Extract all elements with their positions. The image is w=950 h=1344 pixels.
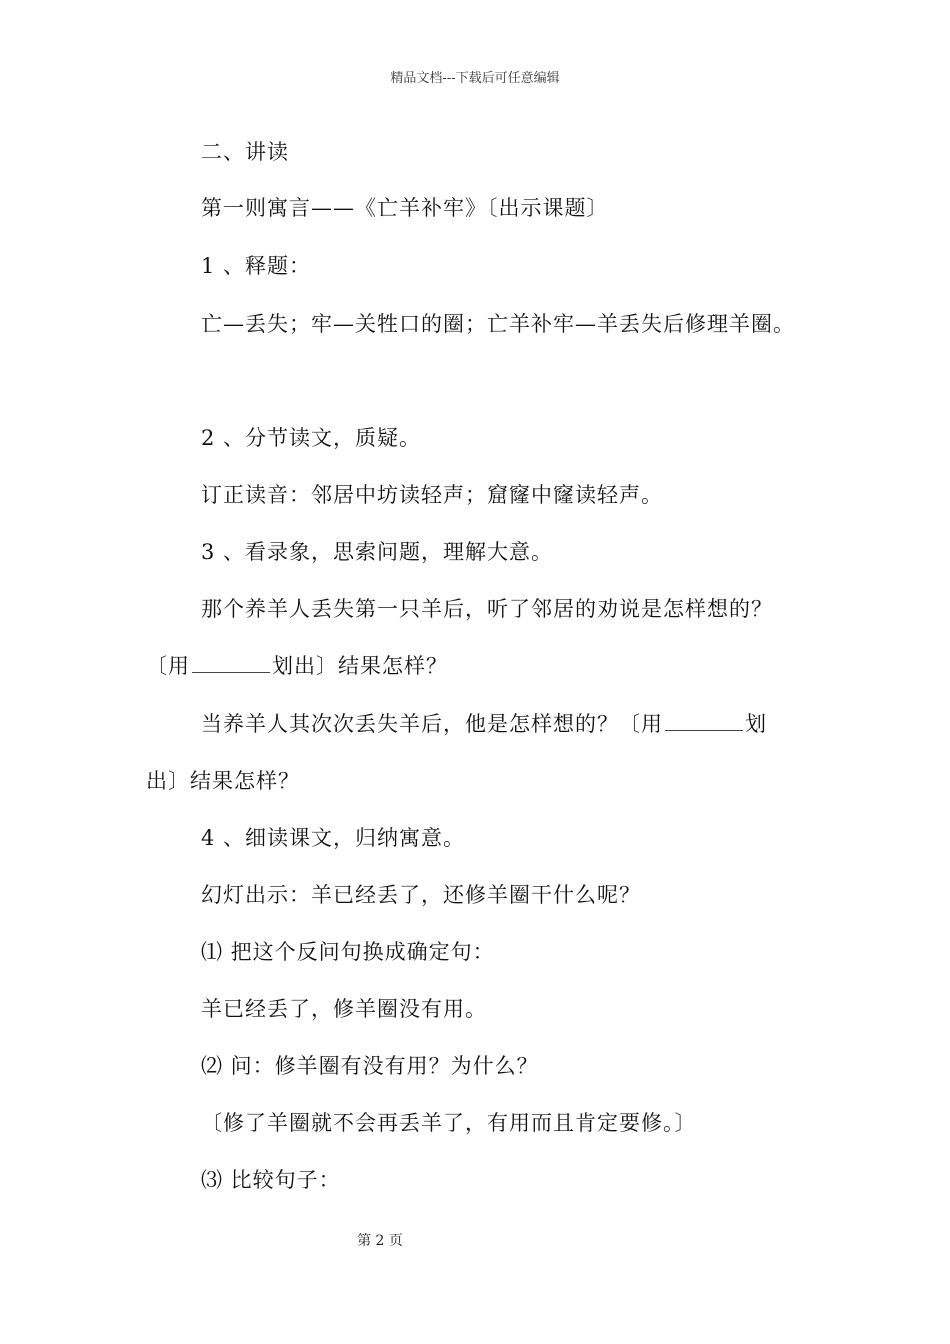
fable-title: 第一则寓言——《亡羊补牢》〔出示课题〕 bbox=[201, 196, 609, 220]
question-1-suffix: 划出〕结果怎样？ bbox=[272, 654, 448, 678]
question-1-prefix: 〔用 bbox=[146, 654, 190, 678]
question-2 bbox=[201, 710, 767, 738]
task-3: ⑶ 比较句子： bbox=[201, 1168, 341, 1192]
task-2-answer: 〔修了羊圈就不会再丢羊了，有用而且肯定要修。〕 bbox=[201, 1111, 697, 1135]
title-explanation: 亡—丢失；牢—关牲口的圈；亡羊补牢—羊丢失后修理羊圈。 bbox=[201, 312, 795, 336]
fill-in-blank bbox=[665, 710, 743, 731]
question-1-continued bbox=[146, 652, 448, 680]
page-header: 精品文档---下载后可任意编辑 bbox=[390, 71, 560, 86]
step-4-heading: 4 、细读课文，归纳寓意。 bbox=[201, 826, 466, 850]
question-2-suffix: 划 bbox=[745, 712, 767, 736]
step-1-heading: 1 、释题： bbox=[201, 254, 312, 278]
step-3-heading: 3 、看录象，思索问题，理解大意。 bbox=[201, 540, 554, 564]
question-2-prefix: 当养羊人其次次丢失羊后，他是怎样想的？〔用 bbox=[201, 712, 663, 736]
question-2-continued: 出〕结果怎样？ bbox=[146, 769, 300, 793]
task-1: ⑴ 把这个反问句换成确定句： bbox=[201, 940, 495, 964]
task-2: ⑵ 问：修羊圈有没有用？为什么？ bbox=[201, 1054, 539, 1078]
task-1-answer: 羊已经丢了，修羊圈没有用。 bbox=[201, 997, 487, 1021]
fill-in-blank bbox=[192, 652, 270, 673]
pronunciation-note: 订正读音：邻居中坊读轻声；窟窿中窿读轻声。 bbox=[201, 483, 663, 507]
question-1: 那个养羊人丢失第一只羊后，听了邻居的劝说是怎样想的？ bbox=[201, 597, 773, 621]
slide-text: 幻灯出示：羊已经丢了，还修羊圈干什么呢？ bbox=[201, 883, 641, 907]
section-heading: 二、讲读 bbox=[201, 140, 289, 164]
page-number: 第 2 页 bbox=[357, 1233, 403, 1249]
step-2-heading: 2 、分节读文，质疑。 bbox=[201, 426, 422, 450]
